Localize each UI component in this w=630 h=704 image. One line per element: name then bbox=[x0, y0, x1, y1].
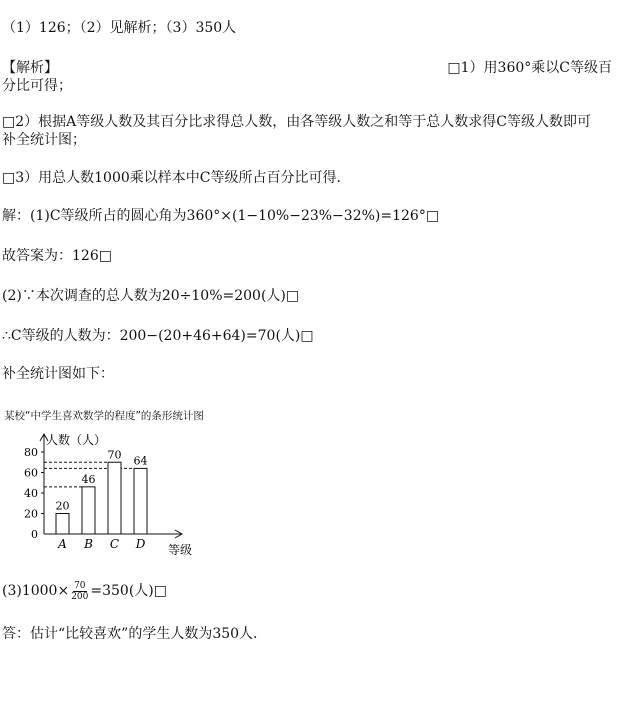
bar-value-label: 46 bbox=[81, 472, 96, 486]
solution-step-4: ∴C等级的人数为：200−(20+46+64)=70(人)□ bbox=[2, 328, 314, 344]
step6-suffix: =350(人)□ bbox=[90, 583, 167, 599]
analysis-label: 【解析】 bbox=[2, 60, 58, 76]
x-tick-label: C bbox=[109, 537, 120, 551]
bar-value-label: 70 bbox=[107, 448, 122, 462]
final-answer: 答：估计“比较喜欢”的学生人数为350人. bbox=[2, 626, 258, 642]
x-axis-label: 等级 bbox=[168, 543, 193, 557]
x-tick-label: A bbox=[58, 537, 67, 551]
bar-value-label: 64 bbox=[133, 454, 148, 468]
bar-chart bbox=[0, 408, 240, 558]
analysis-p1-cont: 分比可得； bbox=[2, 78, 72, 94]
x-tick-label: D bbox=[135, 537, 146, 551]
y-tick-label: 80 bbox=[24, 446, 38, 459]
step6-prefix: (3)1000× bbox=[2, 583, 70, 599]
chart-title: 某校“中学生喜欢数学的程度”的条形统计图 bbox=[4, 410, 204, 422]
y-tick-label: 40 bbox=[24, 487, 38, 500]
analysis-p2-b: 补全统计图； bbox=[2, 132, 86, 148]
analysis-p2-a: □2）根据A等级人数及其百分比求得总人数，由各等级人数之和等于总人数求得C等级人数即可 bbox=[2, 114, 591, 130]
bar-C bbox=[108, 462, 121, 534]
bar-A bbox=[56, 514, 69, 535]
fraction bbox=[70, 581, 89, 602]
solution-step-6 bbox=[2, 580, 622, 602]
analysis-header-row bbox=[2, 58, 622, 78]
fraction-numerator: 70 bbox=[74, 580, 86, 591]
solution-step-1: 解：(1)C等级所占的圆心角为360°×(1−10%−23%−32%)=126°□ bbox=[2, 208, 440, 224]
bar-B bbox=[82, 487, 95, 534]
chart-svg bbox=[0, 408, 240, 558]
answer-line: （1）126；（2）见解析；（3）350人 bbox=[2, 20, 237, 36]
solution-step-3: (2)∵本次调查的总人数为20÷10%=200(人)□ bbox=[2, 288, 300, 304]
y-axis-label: 人数（人） bbox=[46, 433, 107, 447]
y-tick-label: 20 bbox=[24, 507, 38, 521]
bar-D bbox=[134, 468, 147, 534]
bar-value-label: 20 bbox=[55, 499, 70, 513]
solution-step-5: 补全统计图如下： bbox=[2, 366, 114, 382]
y-tick-label: 60 bbox=[24, 466, 38, 480]
solution-step-2: 故答案为：126□ bbox=[2, 248, 112, 264]
fraction-denominator: 200 bbox=[71, 591, 89, 602]
x-tick-label: B bbox=[84, 537, 93, 551]
y-tick-label: 0 bbox=[31, 528, 38, 541]
analysis-p1-right: □1）用360°乘以C等级百 bbox=[447, 60, 612, 76]
analysis-p3: □3）用总人数1000乘以样本中C等级所占百分比可得． bbox=[2, 170, 351, 186]
